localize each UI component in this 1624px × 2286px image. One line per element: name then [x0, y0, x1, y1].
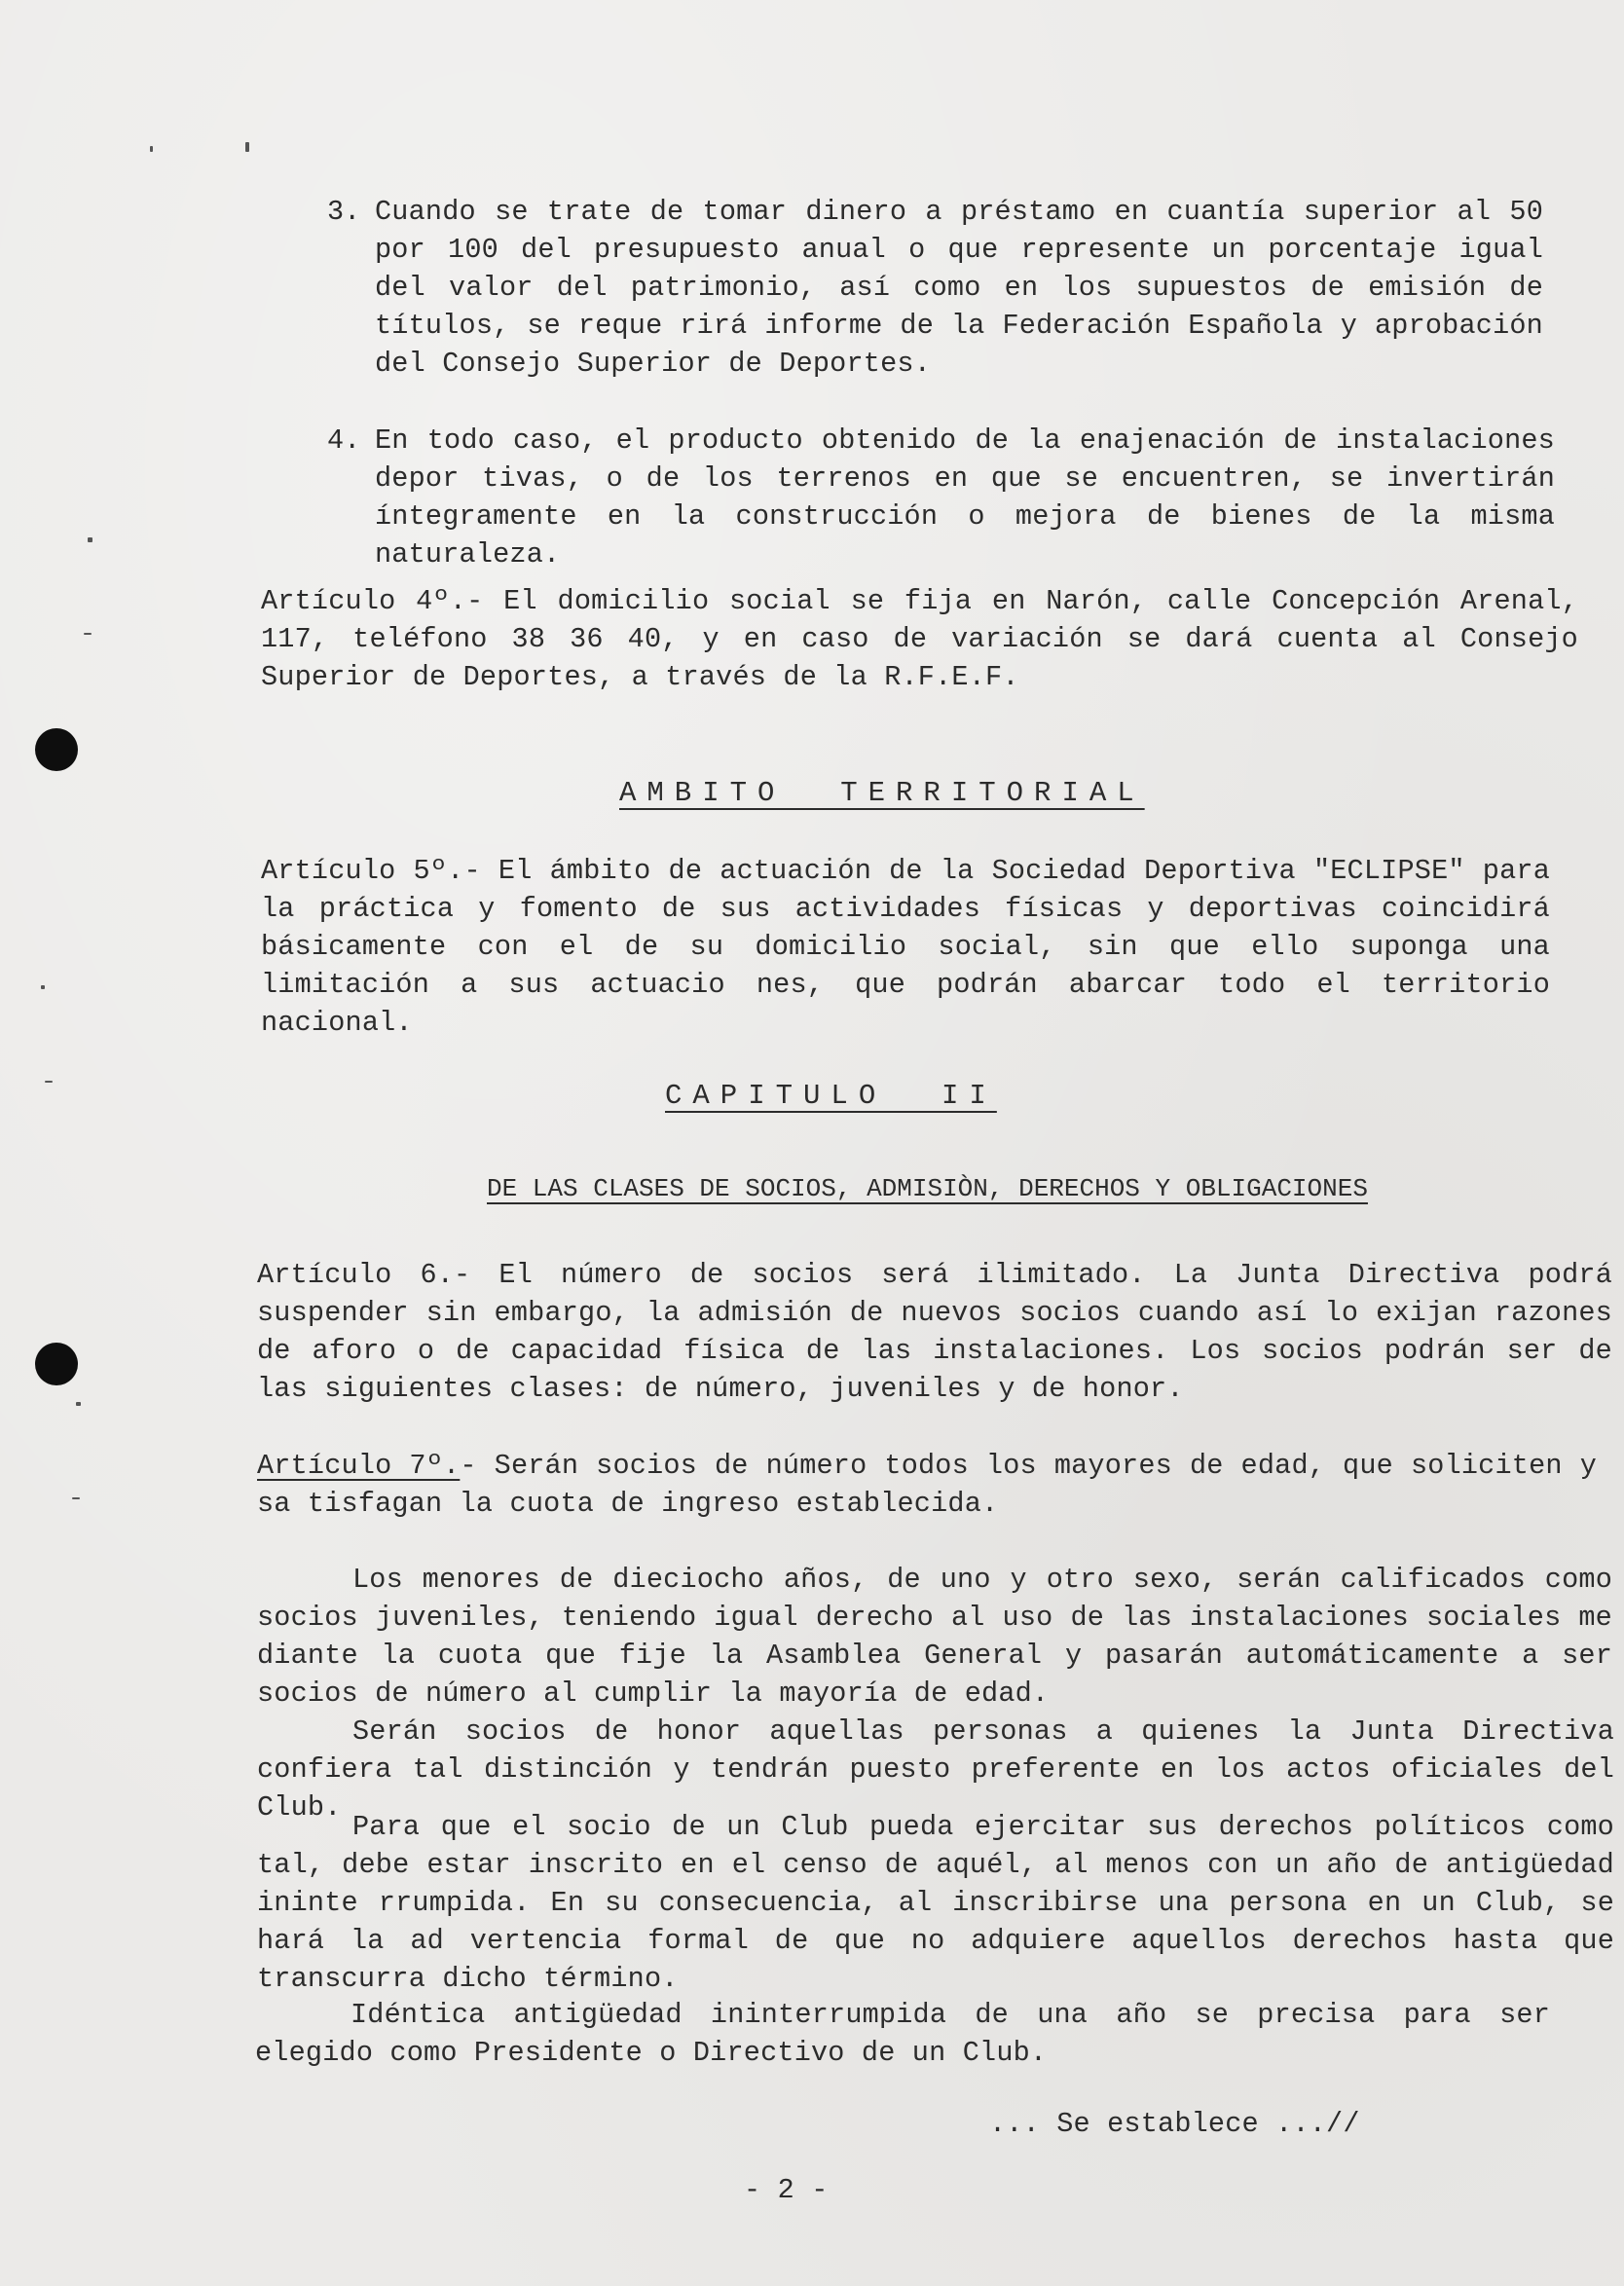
speck — [45, 1081, 53, 1083]
speck — [84, 633, 92, 635]
paragraph-socios-juveniles: Los menores de dieciocho años, de uno y otro sexo, serán calificados como socios juveniles, teniendo igual derecho al uso de las instalaciones sociales me diante la cuota que fije la Asamblea General y pasarán automáticamente a ser socios de número al cumplir la mayoría de edad. — [257, 1564, 1612, 1710]
article-4-label: Artículo 4º.- — [261, 585, 484, 617]
article-6 — [257, 1256, 1612, 1408]
article-5-text: El ámbito de actuación de la Sociedad Deportiva "ECLIPSE" para la práctica y fomento de sus actividades físicas y deportivas coincidirá básicamente con el de su domicilio social, sin que ello suponga una limitación a sus actuacio nes, que podrán abarcar todo el territorio nacional. — [261, 855, 1551, 1039]
section-heading-ambito-territorial: AMBITO TERRITORIAL — [619, 777, 1145, 809]
page-number: - 2 - — [744, 2174, 829, 2206]
article-4-text: El domicilio social se fija en Narón, calle Concepción Arenal, 117, teléfono 38 36 40, y en caso de variación se dará cuenta al Consejo Superior de Deportes, a través de la R.F.E.F. — [261, 585, 1578, 693]
article-7 — [257, 1447, 1597, 1523]
continuation-note: ... Se establece ...// — [989, 2108, 1360, 2140]
item-3-number: 3. — [327, 196, 361, 228]
article-6-label: Artículo 6.- — [257, 1259, 471, 1291]
item-4-number: 4. — [327, 424, 361, 457]
item-3-text: Cuando se trate de tomar dinero a préstamo en cuantía superior al 50 por 100 del presupuesto anual o que represente un porcentaje igual del valor del patrimonio, así como en los supuestos de emisión de títulos, se reque rirá informe de la Federación Española y aprobación del Consejo Superior de Deportes. — [375, 196, 1543, 380]
speck — [88, 537, 92, 542]
punch-hole-top — [35, 728, 78, 771]
paragraph-socios-honor: Serán socios de honor aquellas personas a quienes la Junta Directiva confiera tal distinción y tendrán puesto preferente en los actos oficiales del Club. — [257, 1715, 1614, 1824]
article-7-text: - Serán socios de número todos los mayores de edad, que soliciten y sa tisfagan la cuota de ingreso establecida. — [257, 1450, 1597, 1520]
item-4-text: En todo caso, el producto obtenido de la enajenación de instalaciones depor tivas, o de los terrenos en que se encuentren, se invertirán íntegramente en la construcción o mejora de bienes de la misma naturaleza. — [375, 424, 1555, 571]
speck — [72, 1497, 80, 1499]
speck — [150, 146, 153, 152]
chapter-subtitle: DE LAS CLASES DE SOCIOS, ADMISIÒN, DERECHOS Y OBLIGACIONES — [487, 1174, 1368, 1203]
chapter-heading: CAPITULO II — [665, 1080, 997, 1112]
punch-hole-bottom — [35, 1343, 78, 1385]
article-7-label: Artículo 7º. — [257, 1450, 461, 1482]
article-5-label: Artículo 5º.- — [261, 855, 481, 887]
article-6-text: El número de socios será ilimitado. La Junta Directiva podrá suspender sin embargo, la admisión de nuevos socios cuando así lo exijan razones de aforo o de capacidad física de las instalaciones. Los socios podrán ser de las siguientes clases: de número, juveniles y de honor. — [257, 1259, 1613, 1405]
speck — [41, 985, 45, 989]
speck — [245, 142, 249, 152]
article-4 — [261, 582, 1578, 696]
paragraph-derechos-politicos: Para que el socio de un Club pueda ejercitar sus derechos políticos como tal, debe estar inscrito en el censo de aquél, al menos con un año de antigüedad ininte rrumpida. En su consecuencia, al inscribirse una persona en un Club, se hará la ad vertencia formal de que no adquiere aquellos derechos hasta que transcurra dicho término. — [257, 1811, 1614, 1995]
article-5 — [261, 852, 1550, 1042]
speck — [76, 1402, 81, 1406]
paragraph-antiguedad-presidente: Idéntica antigüedad ininterrumpida de una año se precisa para ser elegido como Presidente o Directivo de un Club. — [255, 1999, 1550, 2069]
